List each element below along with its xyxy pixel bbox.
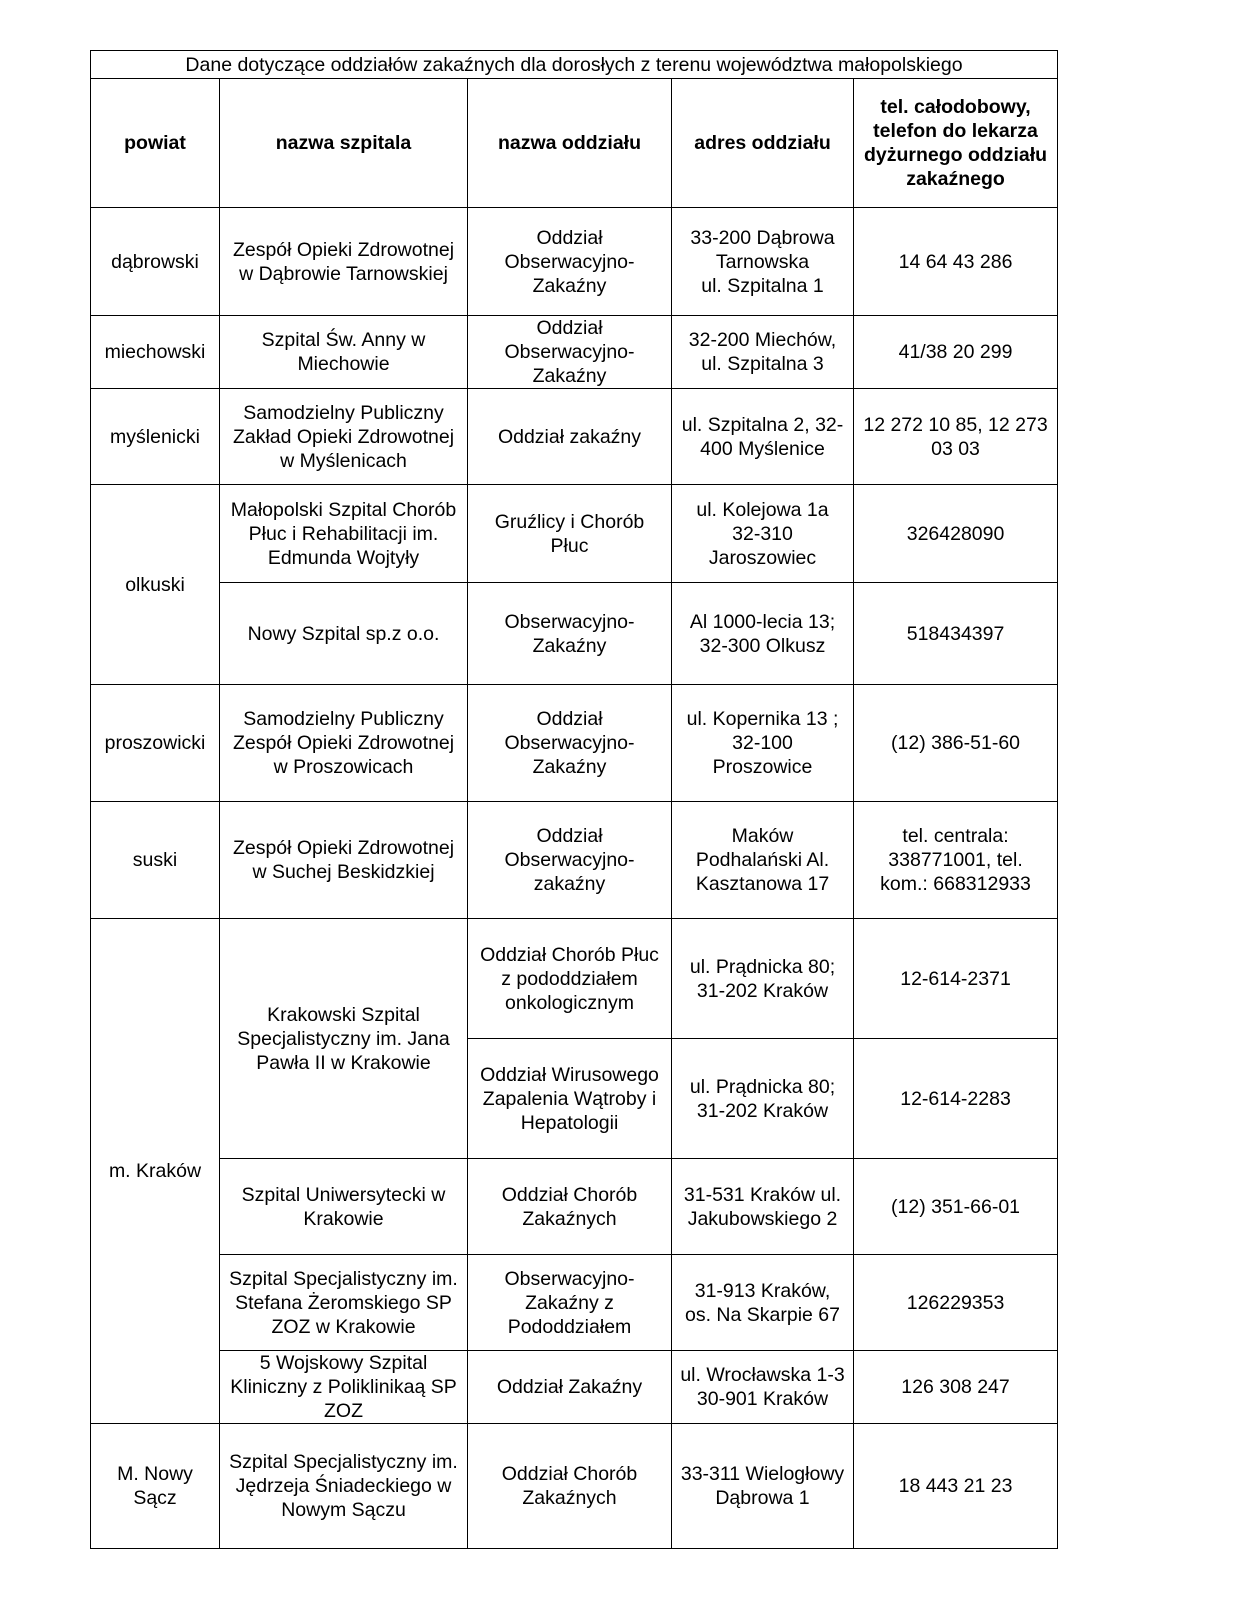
cell-address: 33-311 Wielogłowy Dąbrowa 1 xyxy=(672,1424,854,1549)
table-row xyxy=(91,919,1058,1039)
cell-phone: 12-614-2371 xyxy=(854,919,1058,1039)
cell-powiat: suski xyxy=(91,802,220,919)
table-title: Dane dotyczące oddziałów zakaźnych dla dorosłych z terenu województwa małopolskiego xyxy=(91,51,1058,79)
table-row xyxy=(91,1255,1058,1351)
cell-address: ul. Szpitalna 2, 32-400 Myślenice xyxy=(672,389,854,485)
cell-ward: Gruźlicy i Chorób Płuc xyxy=(468,485,672,583)
cell-address: ul. Wrocławska 1-3 30-901 Kraków xyxy=(672,1351,854,1424)
header-phone: tel. całodobowy, telefon do lekarza dyżurnego oddziału zakaźnego xyxy=(854,79,1058,208)
table-row xyxy=(91,1424,1058,1549)
cell-phone: 126229353 xyxy=(854,1255,1058,1351)
table-row xyxy=(91,802,1058,919)
cell-ward: Oddział Obserwacyjno-Zakaźny xyxy=(468,208,672,316)
cell-phone: 12-614-2283 xyxy=(854,1039,1058,1159)
cell-address: ul. Prądnicka 80; 31-202 Kraków xyxy=(672,1039,854,1159)
cell-ward: Oddział Chorób Zakaźnych xyxy=(468,1424,672,1549)
cell-phone: tel. centrala: 338771001, tel. kom.: 668312933 xyxy=(854,802,1058,919)
cell-phone: (12) 386-51-60 xyxy=(854,685,1058,802)
cell-powiat: dąbrowski xyxy=(91,208,220,316)
table-row xyxy=(91,685,1058,802)
table-row xyxy=(91,389,1058,485)
cell-ward: Oddział Obserwacyjno-Zakaźny xyxy=(468,685,672,802)
cell-address: 33-200 Dąbrowa Tarnowska ul. Szpitalna 1 xyxy=(672,208,854,316)
cell-hospital: Szpital Uniwersytecki w Krakowie xyxy=(220,1159,468,1255)
table-row xyxy=(91,583,1058,685)
cell-phone: 14 64 43 286 xyxy=(854,208,1058,316)
header-ward: nazwa oddziału xyxy=(468,79,672,208)
table-row xyxy=(91,316,1058,389)
cell-phone: (12) 351-66-01 xyxy=(854,1159,1058,1255)
cell-phone: 326428090 xyxy=(854,485,1058,583)
cell-ward: Oddział zakaźny xyxy=(468,389,672,485)
cell-phone: 18 443 21 23 xyxy=(854,1424,1058,1549)
cell-address: 32-200 Miechów, ul. Szpitalna 3 xyxy=(672,316,854,389)
cell-ward: Oddział Chorób Płuc z pododdziałem onkologicznym xyxy=(468,919,672,1039)
table-row xyxy=(91,485,1058,583)
cell-hospital: Nowy Szpital sp.z o.o. xyxy=(220,583,468,685)
cell-hospital: Szpital Specjalistyczny im. Stefana Żeromskiego SP ZOZ w Krakowie xyxy=(220,1255,468,1351)
cell-ward: Obserwacyjno-Zakaźny xyxy=(468,583,672,685)
cell-hospital: Samodzielny Publiczny Zespół Opieki Zdrowotnej w Proszowicach xyxy=(220,685,468,802)
cell-address: ul. Prądnicka 80; 31-202 Kraków xyxy=(672,919,854,1039)
cell-address: Al 1000-lecia 13; 32-300 Olkusz xyxy=(672,583,854,685)
cell-phone: 41/38 20 299 xyxy=(854,316,1058,389)
cell-address: ul. Kolejowa 1a 32-310 Jaroszowiec xyxy=(672,485,854,583)
table-row xyxy=(91,1351,1058,1424)
cell-address: ul. Kopernika 13 ; 32-100 Proszowice xyxy=(672,685,854,802)
cell-phone: 518434397 xyxy=(854,583,1058,685)
cell-hospital: Zespół Opieki Zdrowotnej w Suchej Beskidzkiej xyxy=(220,802,468,919)
cell-ward: Oddział Obserwacyjno-zakaźny xyxy=(468,802,672,919)
cell-ward: Obserwacyjno-Zakaźny z Pododdziałem xyxy=(468,1255,672,1351)
header-address: adres oddziału xyxy=(672,79,854,208)
cell-ward: Oddział Wirusowego Zapalenia Wątroby i Hepatologii xyxy=(468,1039,672,1159)
table-title-row xyxy=(91,51,1058,79)
cell-ward: Oddział Obserwacyjno-Zakaźny xyxy=(468,316,672,389)
cell-phone: 126 308 247 xyxy=(854,1351,1058,1424)
cell-hospital: Samodzielny Publiczny Zakład Opieki Zdrowotnej w Myślenicach xyxy=(220,389,468,485)
header-row xyxy=(91,79,1058,208)
cell-hospital: Szpital Specjalistyczny im. Jędrzeja Śniadeckiego w Nowym Sączu xyxy=(220,1424,468,1549)
cell-ward: Oddział Chorób Zakaźnych xyxy=(468,1159,672,1255)
cell-hospital: Małopolski Szpital Chorób Płuc i Rehabilitacji im. Edmunda Wojtyły xyxy=(220,485,468,583)
cell-address: Maków Podhalański Al. Kasztanowa 17 xyxy=(672,802,854,919)
table-row xyxy=(91,208,1058,316)
cell-address: 31-531 Kraków ul. Jakubowskiego 2 xyxy=(672,1159,854,1255)
cell-powiat: M. Nowy Sącz xyxy=(91,1424,220,1549)
cell-hospital: Zespół Opieki Zdrowotnej w Dąbrowie Tarnowskiej xyxy=(220,208,468,316)
header-hospital: nazwa szpitala xyxy=(220,79,468,208)
cell-powiat: proszowicki xyxy=(91,685,220,802)
cell-hospital: 5 Wojskowy Szpital Kliniczny z Poliklinikaą SP ZOZ xyxy=(220,1351,468,1424)
infectious-wards-table xyxy=(90,50,1058,1549)
cell-powiat: m. Kraków xyxy=(91,919,220,1424)
cell-ward: Oddział Zakaźny xyxy=(468,1351,672,1424)
cell-powiat: olkuski xyxy=(91,485,220,685)
cell-hospital: Szpital Św. Anny w Miechowie xyxy=(220,316,468,389)
header-powiat: powiat xyxy=(91,79,220,208)
cell-powiat: myślenicki xyxy=(91,389,220,485)
cell-address: 31-913 Kraków, os. Na Skarpie 67 xyxy=(672,1255,854,1351)
cell-powiat: miechowski xyxy=(91,316,220,389)
cell-phone: 12 272 10 85, 12 273 03 03 xyxy=(854,389,1058,485)
table-row xyxy=(91,1159,1058,1255)
cell-hospital: Krakowski Szpital Specjalistyczny im. Jana Pawła II w Krakowie xyxy=(220,919,468,1159)
